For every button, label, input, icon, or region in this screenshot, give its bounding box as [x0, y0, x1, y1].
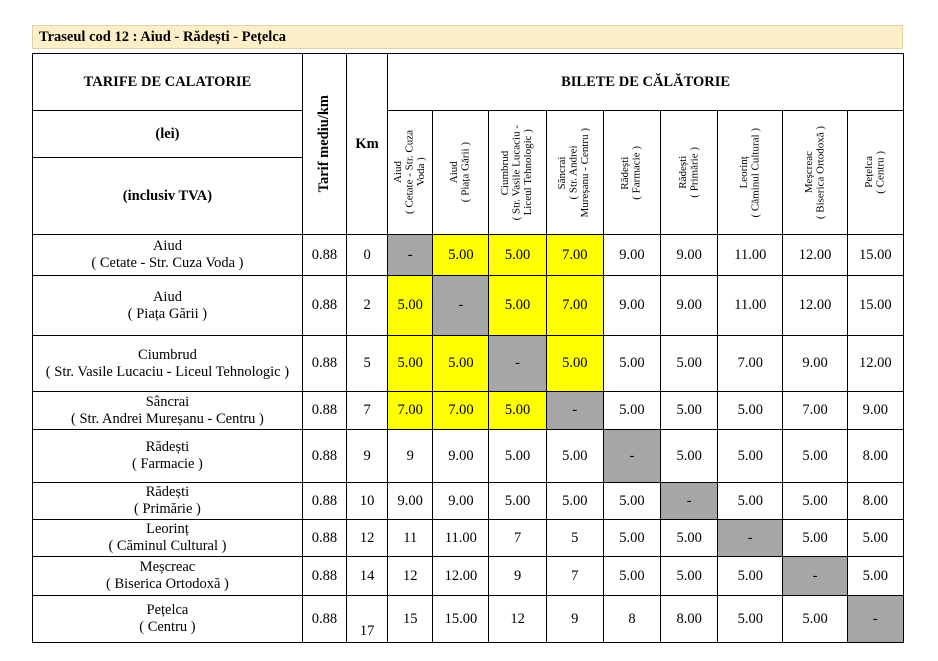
fare-cell: - — [718, 520, 783, 557]
stop-name: Aiud ( Cetate - Str. Cuza Voda ) — [33, 235, 303, 276]
fare-cell: 5.00 — [718, 557, 783, 596]
column-header-3 — [546, 111, 603, 235]
fare-cell: 5.00 — [783, 483, 847, 520]
fare-cell: 9.00 — [603, 276, 660, 336]
km-cell: 9 — [347, 430, 388, 483]
fare-cell: 12.00 — [783, 276, 847, 336]
column-header-0 — [388, 111, 433, 235]
fare-cell: 5.00 — [718, 483, 783, 520]
column-header-5 — [661, 111, 718, 235]
table-row — [33, 392, 904, 430]
km-cell: 2 — [347, 276, 388, 336]
fare-cell: 12.00 — [847, 336, 903, 392]
fare-cell: 11.00 — [433, 520, 489, 557]
table-row — [33, 520, 904, 557]
fare-cell: 7.00 — [546, 235, 603, 276]
stop-name: Sâncrai ( Str. Andrei Mureșanu - Centru ) — [33, 392, 303, 430]
column-header-1 — [433, 111, 489, 235]
fare-cell: 7.00 — [783, 392, 847, 430]
fare-cell: 5 — [546, 520, 603, 557]
fare-cell: 15.00 — [847, 235, 903, 276]
header-tarife: TARIFE DE CALATORIE — [33, 54, 303, 111]
route-title: Traseul cod 12 : Aiud - Rădești - Pețelca — [32, 25, 903, 49]
fare-cell: 5.00 — [489, 276, 546, 336]
fare-cell: 7 — [489, 520, 546, 557]
fare-cell: 12.00 — [783, 235, 847, 276]
stop-name: Rădești ( Primărie ) — [33, 483, 303, 520]
fare-cell: - — [661, 483, 718, 520]
table-row — [33, 336, 904, 392]
fare-cell: 15 — [388, 596, 433, 643]
tarif-cell: 0.88 — [302, 430, 346, 483]
km-cell: 0 — [347, 235, 388, 276]
km-cell: 7 — [347, 392, 388, 430]
header-km: Km — [347, 54, 388, 235]
header-lei: (lei) — [33, 111, 303, 158]
fare-cell: 5.00 — [603, 520, 660, 557]
fare-cell: 11 — [388, 520, 433, 557]
fare-cell: 9.00 — [783, 336, 847, 392]
fare-cell: 9.00 — [661, 276, 718, 336]
fare-cell: 9.00 — [847, 392, 903, 430]
fare-cell: 8 — [603, 596, 660, 643]
column-header-4 — [603, 111, 660, 235]
fare-cell: 5.00 — [489, 392, 546, 430]
fare-cell: - — [783, 557, 847, 596]
fare-cell: 5.00 — [388, 336, 433, 392]
fare-cell: 7.00 — [388, 392, 433, 430]
fare-cell: 5.00 — [603, 392, 660, 430]
header-tarif-mediu: Tarif mediu/km — [302, 54, 346, 235]
fare-cell: 5.00 — [433, 235, 489, 276]
fare-cell: 11.00 — [718, 276, 783, 336]
tarif-cell: 0.88 — [302, 596, 346, 643]
fare-cell: 12.00 — [433, 557, 489, 596]
column-header-text: Sâncrai ( Str. Andrei Mureșanu - Centru ) — [556, 127, 592, 218]
tarif-cell: 0.88 — [302, 235, 346, 276]
tarif-cell: 0.88 — [302, 276, 346, 336]
table-row — [33, 235, 904, 276]
fare-cell: - — [489, 336, 546, 392]
fare-cell: 9.00 — [433, 483, 489, 520]
fare-cell: 5.00 — [783, 430, 847, 483]
column-header-6 — [718, 111, 783, 235]
fare-cell: 7 — [546, 557, 603, 596]
fare-cell: 5.00 — [718, 430, 783, 483]
column-header-text: Meșcreac ( Biserica Ortodoxă ) — [802, 125, 827, 220]
fare-cell: - — [388, 235, 433, 276]
fare-cell: 5.00 — [546, 483, 603, 520]
fare-cell: - — [546, 392, 603, 430]
km-cell: 5 — [347, 336, 388, 392]
header-tva: (inclusiv TVA) — [33, 158, 303, 235]
fare-cell: 5.00 — [388, 276, 433, 336]
fare-cell: 9.00 — [661, 235, 718, 276]
fare-cell: - — [603, 430, 660, 483]
fare-cell: 5.00 — [661, 520, 718, 557]
fare-cell: 5.00 — [603, 557, 660, 596]
fare-cell: 8.00 — [847, 483, 903, 520]
column-header-text: Rădești ( Farmacie ) — [619, 145, 643, 200]
column-header-2 — [489, 111, 546, 235]
table-row — [33, 430, 904, 483]
fare-cell: 15.00 — [433, 596, 489, 643]
fare-cell: 9.00 — [603, 235, 660, 276]
fare-cell: 5.00 — [847, 520, 903, 557]
fare-cell: - — [433, 276, 489, 336]
fare-cell: 5.00 — [433, 336, 489, 392]
fare-cell: 5.00 — [783, 520, 847, 557]
fare-cell: 5.00 — [489, 430, 546, 483]
fare-cell: 9 — [388, 430, 433, 483]
km-cell: 10 — [347, 483, 388, 520]
km-cell: 12 — [347, 520, 388, 557]
stop-name: Meșcreac ( Biserica Ortodoxă ) — [33, 557, 303, 596]
stop-name: Aiud ( Piața Gării ) — [33, 276, 303, 336]
fare-cell: 5.00 — [603, 483, 660, 520]
column-header-text: Leorinț ( Căminul Cultural ) — [737, 127, 762, 218]
stop-name: Rădești ( Farmacie ) — [33, 430, 303, 483]
fare-cell: - — [847, 596, 903, 643]
column-header-8 — [847, 111, 903, 235]
table-row — [33, 557, 904, 596]
fare-cell: 7.00 — [433, 392, 489, 430]
fare-cell: 7.00 — [546, 276, 603, 336]
fare-cell: 5.00 — [546, 336, 603, 392]
fare-cell: 12 — [489, 596, 546, 643]
tarif-cell: 0.88 — [302, 336, 346, 392]
fare-cell: 9.00 — [433, 430, 489, 483]
km-cell: 17 — [347, 596, 388, 643]
table-row — [33, 483, 904, 520]
fare-cell: 5.00 — [661, 430, 718, 483]
column-header-text: Pețelca ( Centru ) — [862, 151, 887, 194]
fare-cell: 5.00 — [783, 596, 847, 643]
column-header-text: Ciumbrud ( Str. Vasile Lucaciu - Liceul Tehnologic ) — [499, 124, 535, 221]
fare-cell: 5.00 — [661, 336, 718, 392]
fare-cell: 5.00 — [718, 596, 783, 643]
fare-cell: 7.00 — [718, 336, 783, 392]
table-row — [33, 596, 904, 643]
fare-cell: 8.00 — [847, 430, 903, 483]
header-bilete: BILETE DE CĂLĂTORIE — [388, 54, 904, 111]
fare-cell: 5.00 — [847, 557, 903, 596]
fare-cell: 5.00 — [661, 392, 718, 430]
fare-cell: 5.00 — [546, 430, 603, 483]
table-row — [33, 276, 904, 336]
column-header-text: Rădești ( Primărie ) — [676, 147, 701, 198]
km-cell: 14 — [347, 557, 388, 596]
column-header-text: Aiud ( Cetate - Str. Cuza Voda ) — [391, 130, 427, 215]
fare-cell: 5.00 — [489, 235, 546, 276]
tarif-cell: 0.88 — [302, 483, 346, 520]
fare-cell: 5.00 — [489, 483, 546, 520]
stop-name: Leorinț ( Căminul Cultural ) — [33, 520, 303, 557]
fare-cell: 5.00 — [718, 392, 783, 430]
fare-table — [32, 53, 904, 643]
tarif-cell: 0.88 — [302, 557, 346, 596]
fare-cell: 9 — [489, 557, 546, 596]
fare-cell: 5.00 — [661, 557, 718, 596]
stop-name: Ciumbrud ( Str. Vasile Lucaciu - Liceul Tehnologic ) — [33, 336, 303, 392]
column-header-7 — [783, 111, 847, 235]
fare-cell: 9.00 — [388, 483, 433, 520]
tarif-cell: 0.88 — [302, 520, 346, 557]
fare-cell: 11.00 — [718, 235, 783, 276]
fare-cell: 8.00 — [661, 596, 718, 643]
fare-cell: 9 — [546, 596, 603, 643]
tarif-cell: 0.88 — [302, 392, 346, 430]
fare-cell: 5.00 — [603, 336, 660, 392]
column-header-text: Aiud ( Piața Gării ) — [448, 142, 472, 203]
stop-name: Pețelca ( Centru ) — [33, 596, 303, 643]
fare-cell: 12 — [388, 557, 433, 596]
fare-cell: 15.00 — [847, 276, 903, 336]
